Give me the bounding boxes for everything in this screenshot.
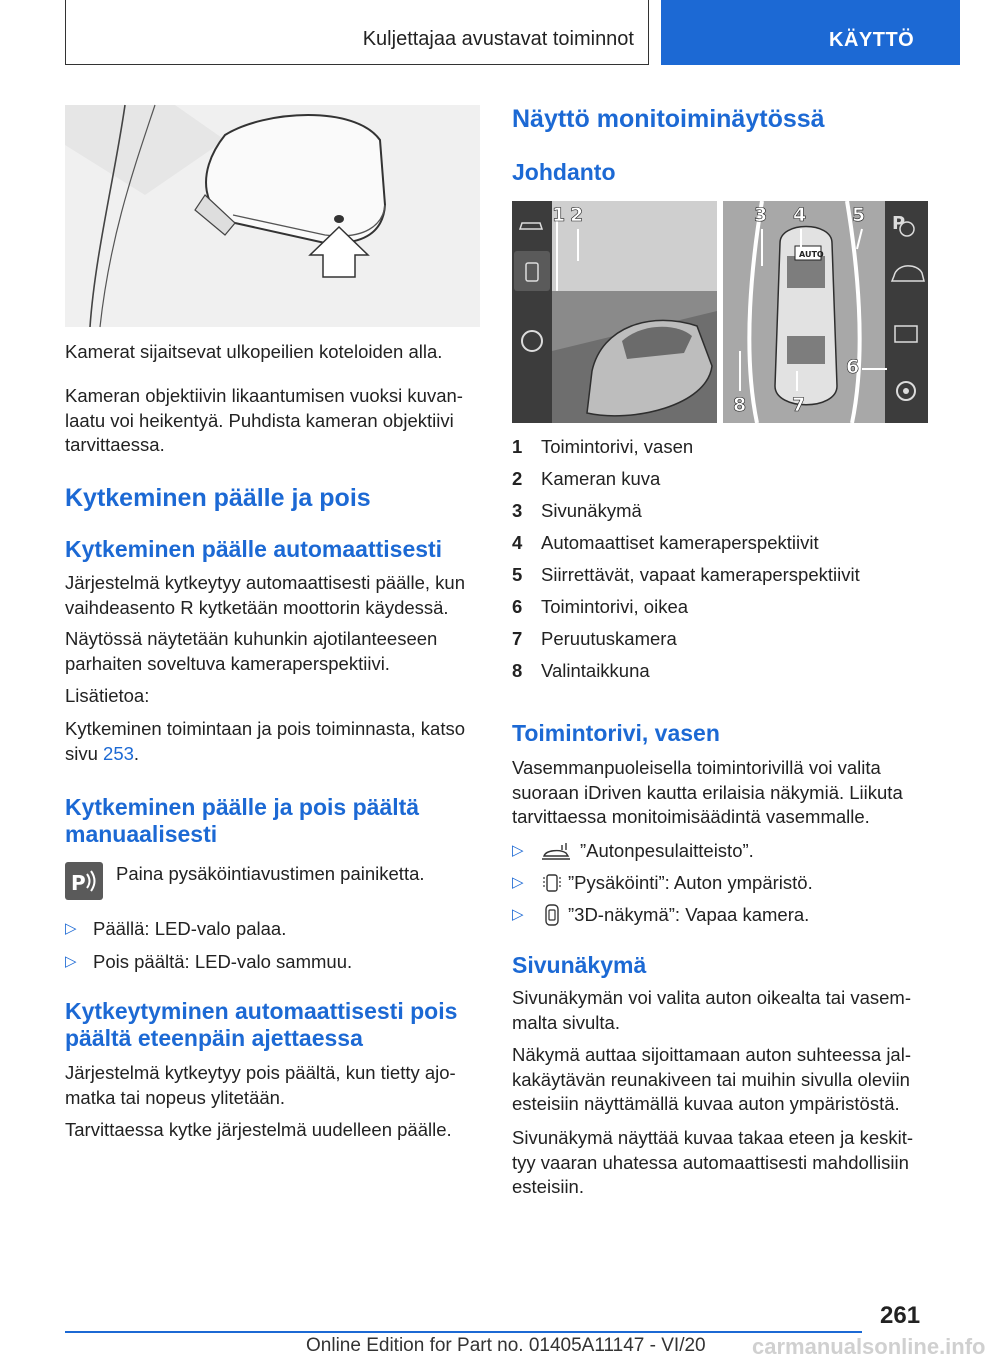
bullet-car-wash: ”Autonpesulaitteisto”. <box>580 840 754 861</box>
3d-view-icon <box>542 903 562 927</box>
view-text-line: Näytössä näytetään kuhunkin ajotilanteeseen <box>65 628 438 649</box>
car-wash-icon <box>540 841 572 861</box>
header-chapter-label: KÄYTTÖ <box>829 29 915 51</box>
header-chapter-tab[interactable] <box>661 0 960 65</box>
reference-text-line: Kytkeminen toimintaan ja pois toiminnasta, katso <box>65 718 466 739</box>
header-section-box <box>65 0 649 65</box>
auto-on-text-line: Järjestelmä kytkeytyy automaattisesti päälle, kun <box>65 572 465 593</box>
svg-text:P: P <box>892 213 906 234</box>
side-view-help-line: kakäytävän reunakiveen tai muihin sivulla oleviin <box>512 1068 910 1090</box>
side-view-help-line: esteisiin näyttämällä kuvaa auton ympäristöstä. <box>512 1093 900 1114</box>
watermark: carmanualsonline.info <box>752 1334 986 1359</box>
callout-1: 1 <box>552 204 566 226</box>
svg-text:P: P <box>71 871 86 895</box>
bullet-triangle-icon: ▷ <box>512 874 524 891</box>
side-view-help-line: Näkymä auttaa sijoittamaan auton suhteessa jal- <box>512 1044 911 1065</box>
bullet-triangle-icon: ▷ <box>512 842 524 859</box>
bullet-triangle-icon: ▷ <box>65 953 77 970</box>
bullet-led-on: Päällä: LED-valo palaa. <box>93 918 287 939</box>
bullet-triangle-icon: ▷ <box>512 906 524 923</box>
callout-4: 4 <box>793 204 807 226</box>
heading-intro: Johdanto <box>512 159 616 185</box>
mirror-camera-illustration <box>65 105 480 327</box>
callout-8: 8 <box>733 394 747 416</box>
lens-dirt-text-line: laatu voi heikentyä. Puhdista kameran objektiivi <box>65 409 454 431</box>
callout-5: 5 <box>852 204 866 226</box>
function-row-text-line: tarvittaessa monitoimisäädintä vasemmalle. <box>512 806 870 827</box>
heading-manual-line: manuaalisesti <box>65 821 218 847</box>
side-view-focus-line: esteisiin. <box>512 1176 584 1197</box>
side-view-focus-line: tyy vaaran uhatessa automaattisesti mahdollisiin <box>512 1151 909 1173</box>
callout-2: 2 <box>570 204 584 226</box>
heading-control-display: Näyttö monitoiminäytössä <box>512 105 825 133</box>
view-text-line: parhaiten soveltuva kameraperspektiivi. <box>65 652 390 674</box>
mirror-caption: Kamerat sijaitsevat ulkopeilien koteloiden alla. <box>65 341 443 362</box>
heading-auto-on: Kytkeminen päälle automaattisesti <box>65 536 443 562</box>
heading-side-view: Sivunäkymä <box>512 952 647 978</box>
side-view-text-line: malta sivulta. <box>512 1011 620 1033</box>
heading-function-row-left: Toimintorivi, vasen <box>512 720 720 746</box>
footer-divider <box>65 1331 862 1333</box>
bullet-led-off: Pois päältä: LED-valo sammuu. <box>93 951 353 972</box>
lens-dirt-text-line: tarvittaessa. <box>65 434 165 455</box>
bullet-parking: ”Pysäköinti”: Auton ympäristö. <box>568 872 813 893</box>
callout-6: 6 <box>846 356 860 378</box>
monitor-display-figure <box>512 201 928 423</box>
auto-on-text-line: vaihdeasento R kytketään moottorin käydessä. <box>65 596 449 618</box>
callout-3: 3 <box>754 204 768 226</box>
bullet-3d-view: ”3D-näkymä”: Vapaa kamera. <box>568 904 810 925</box>
auto-off-text-line: Järjestelmä kytkeytyy pois päältä, kun tietty ajo- <box>65 1062 456 1083</box>
heading-auto-off-line: päältä eteenpäin ajettaessa <box>65 1025 363 1051</box>
heading-switch-on-off: Kytkeminen päälle ja pois <box>65 484 371 512</box>
header-section-title: Kuljettajaa avustavat toiminnot <box>362 28 634 50</box>
reenable-text: Tarvittaessa kytke järjestelmä uudelleen päälle. <box>65 1119 452 1140</box>
auto-off-text-line: matka tai nopeus ylitetään. <box>65 1086 286 1108</box>
page-number: 261 <box>880 1302 921 1329</box>
reference-text-line: sivu 253. <box>65 742 140 764</box>
side-view-focus-line: Sivunäkymä näyttää kuvaa takaa eteen ja keskit- <box>512 1127 914 1148</box>
footer-edition: Online Edition for Part no. 01405A11147 - VI/20 <box>306 1335 706 1356</box>
function-row-text-line: Vasemmanpuoleisella toimintorivillä voi valita <box>512 757 881 778</box>
callout-7: 7 <box>792 394 806 416</box>
function-row-text-line: suoraan iDriven kautta erilaisia näkymiä. Liikuta <box>512 781 903 803</box>
press-button-text: Paina pysäköintiavustimen painiketta. <box>116 863 425 884</box>
heading-manual-line: Kytkeminen päälle ja pois päältä <box>65 794 420 820</box>
side-view-text-line: Sivunäkymän voi valita auton oikealta tai vasem- <box>512 987 911 1008</box>
figure-auto-label: AUTO <box>799 250 824 259</box>
bullet-triangle-icon: ▷ <box>65 920 77 937</box>
more-info-label: Lisätietoa: <box>65 685 150 706</box>
page-reference-link[interactable]: 253 <box>103 742 134 764</box>
lens-dirt-text-line: Kameran objektiivin likaantumisen vuoksi kuvan- <box>65 385 463 406</box>
park-assist-button-icon <box>65 862 103 900</box>
parking-view-icon <box>542 871 562 895</box>
heading-auto-off-line: Kytkeytyminen automaattisesti pois <box>65 998 458 1024</box>
